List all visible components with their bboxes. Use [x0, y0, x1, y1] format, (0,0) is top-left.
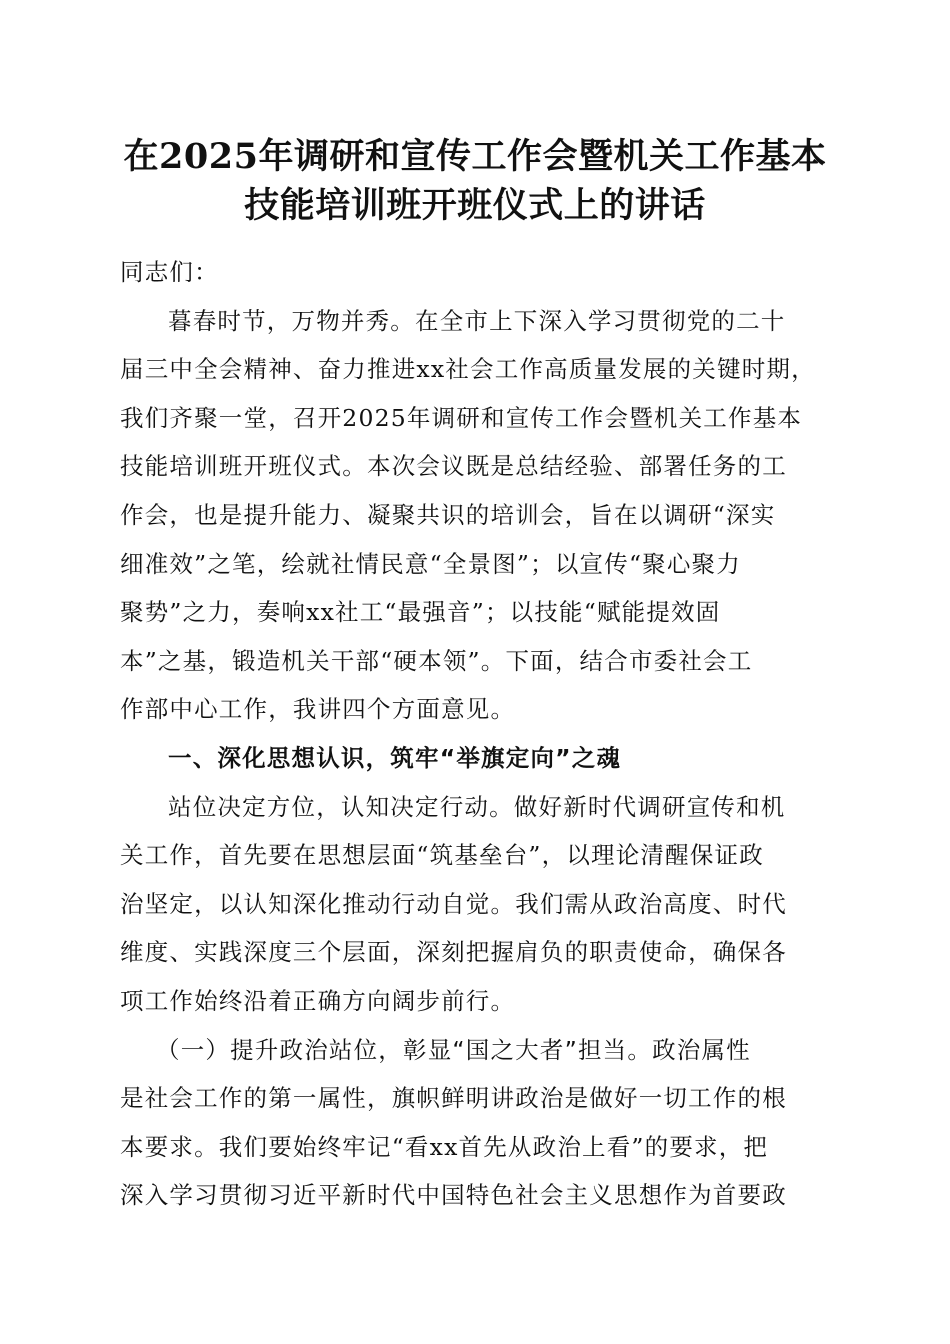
subsection-line: [120, 1026, 834, 1075]
paragraph-line: 本”之基，锻造机关干部“硬本领”。下面，结合市委社会工: [120, 646, 753, 675]
paragraph-line: 聚势”之力，奏响xx社工“最强音”；以技能“赋能提效固: [120, 598, 721, 627]
section-heading-1: 一、深化思想认识，筑牢“举旗定向”之魂: [168, 743, 622, 772]
paragraph-line: 技能培训班开班仪式。本次会议既是总结经验、部署任务的工: [120, 452, 787, 481]
paragraph-opening: [120, 297, 834, 734]
title-line-1: 在2025年调研和宣传工作会暨机关工作基本: [123, 136, 827, 177]
paragraph-subsection-1: [120, 1026, 834, 1220]
paragraph-line: 站位决定方位，认知决定行动。做好新时代调研宣传和机: [168, 792, 786, 821]
subsection-heading-1: （一）提升政治站位，彰显“国之大者”担当。: [156, 1035, 653, 1064]
document-title: [100, 132, 850, 230]
paragraph-line: 届三中全会精神、奋力推进xx社会工作高质量发展的关键时期，: [120, 355, 816, 384]
paragraph-text: 政治属性: [652, 1035, 751, 1064]
paragraph-line: 作会，也是提升能力、凝聚共识的培训会，旨在以调研“深实: [120, 500, 776, 529]
paragraph-line: 作部中心工作，我讲四个方面意见。: [120, 695, 516, 724]
paragraph-line: 关工作，首先要在思想层面“筑基垒台”，以理论清醒保证政: [120, 841, 764, 870]
paragraph-section-1: [120, 783, 834, 1026]
paragraph-line: 项工作始终沿着正确方向阔步前行。: [120, 986, 516, 1015]
paragraph-line: 本要求。我们要始终牢记“看xx首先从政治上看”的要求，把: [120, 1132, 769, 1161]
paragraph-line: 细准效”之笔，绘就社情民意“全景图”；以宣传“聚心聚力: [120, 549, 741, 578]
paragraph-line: 暮春时节，万物并秀。在全市上下深入学习贯彻党的二十: [168, 306, 786, 335]
paragraph-line: 治坚定，以认知深化推动行动自觉。我们需从政治高度、时代: [120, 889, 787, 918]
paragraph-line: 深入学习贯彻习近平新时代中国特色社会主义思想作为首要政: [120, 1181, 787, 1210]
document-body: [120, 248, 834, 1220]
paragraph-line: 是社会工作的第一属性，旗帜鲜明讲政治是做好一切工作的根: [120, 1084, 787, 1113]
salutation: 同志们：: [120, 258, 219, 286]
title-line-2: 技能培训班开班仪式上的讲话: [244, 185, 706, 226]
paragraph-line: 维度、实践深度三个层面，深刻把握肩负的职责使命，确保各: [120, 938, 787, 967]
paragraph-line: 我们齐聚一堂，召开2025年调研和宣传工作会暨机关工作基本: [120, 403, 803, 432]
